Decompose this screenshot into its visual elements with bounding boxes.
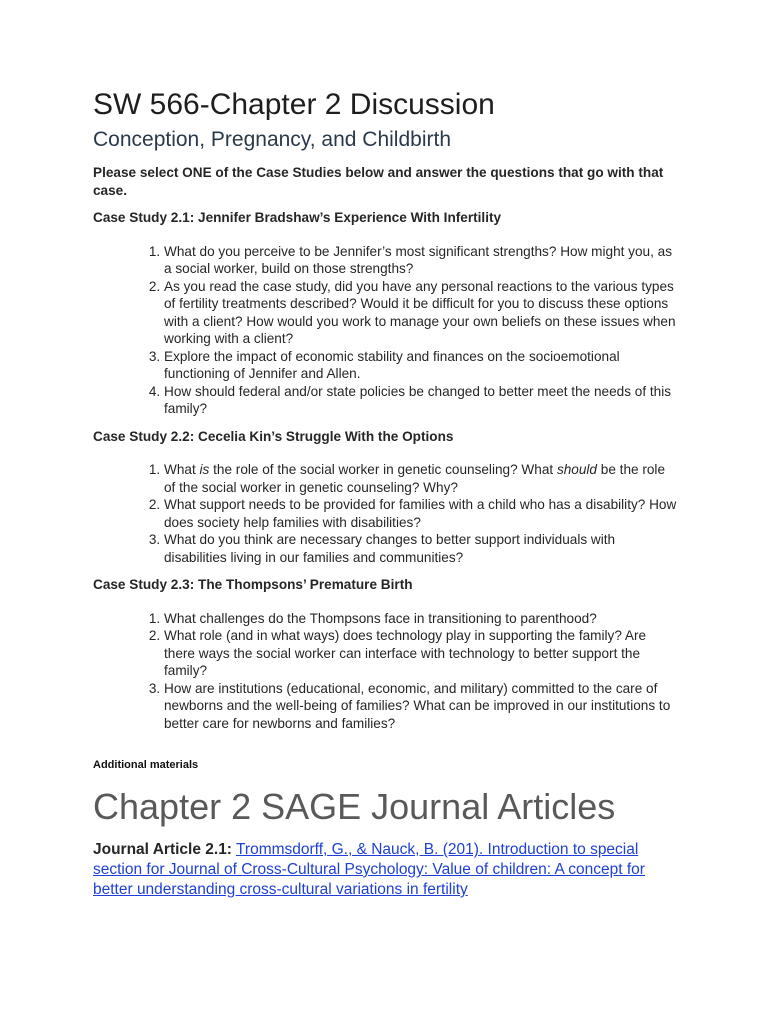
list-item: 4. How should federal and/or state policies be changed to better meet the needs of this family? — [164, 383, 678, 418]
journal-article-link[interactable]: Trommsdorff, G., & Nauck, B. (201). Introduction to special section for Journal of Cross-Cultural Psychology: Value of children: A concept for better understanding cross-cultural variations in fertility — [93, 841, 645, 898]
section-title: Chapter 2 SAGE Journal Articles — [93, 786, 616, 827]
emphasis-text: is — [199, 462, 210, 477]
list-item: 1. What do you perceive to be Jennifer’s most significant strengths? How might you, as a social worker, build on those strengths? — [164, 243, 678, 278]
case-study-1-heading: Case Study 2.1: Jennifer Bradshaw’s Experience With Infertility — [93, 210, 502, 225]
case-study-2-questions — [93, 461, 678, 566]
list-item: 1. What challenges do the Thompsons face in transitioning to parenthood? — [164, 610, 678, 628]
question-text: the role of the social worker in genetic counseling? What — [209, 462, 557, 477]
list-item: 2. What support needs to be provided for families with a child who has a disability? How does society help families with disabilities? — [164, 496, 678, 531]
question-text: be the role of the social worker in genetic counseling? Why? — [164, 462, 666, 495]
list-item: 3. What do you think are necessary changes to better support individuals with disabilities living in our families and communities? — [164, 531, 678, 566]
document-content — [93, 86, 678, 900]
page-subtitle: Conception, Pregnancy, and Childbirth — [93, 128, 451, 151]
list-item: 2. As you read the case study, did you have any personal reactions to the various types of fertility treatments described? Would it be difficult for you to discuss these options with a client? How would you work to manage your own beliefs on these issues when working with a client? — [164, 278, 678, 348]
list-item: 3. Explore the impact of economic stability and finances on the socioemotional functioning of Jennifer and Allen. — [164, 348, 678, 383]
journal-article-label: Journal Article 2.1: — [93, 841, 232, 858]
case-study-3-questions — [93, 610, 678, 733]
case-study-1-questions — [93, 243, 678, 418]
list-item: 3. How are institutions (educational, economic, and military) committed to the care of newborns and the well-being of families? What can be improved in our institutions to better care for newborns and families? — [164, 680, 678, 733]
case-study-2-heading: Case Study 2.2: Cecelia Kin’s Struggle With the Options — [93, 428, 454, 444]
list-item — [164, 461, 678, 496]
page-title: SW 566-Chapter 2 Discussion — [93, 88, 495, 121]
emphasis-text: should — [556, 462, 597, 477]
additional-materials-label: Additional materials — [93, 759, 199, 771]
list-item: 2. What role (and in what ways) does technology play in supporting the family? Are there ways the social worker can interface with technology to better support the family? — [164, 627, 678, 680]
instructions: Please select ONE of the Case Studies below and answer the questions that go with that case. — [93, 165, 664, 198]
case-study-3-heading: Case Study 2.3: The Thompsons’ Premature Birth — [93, 577, 413, 592]
question-text: What — [164, 462, 200, 477]
journal-article-entry — [93, 840, 678, 900]
